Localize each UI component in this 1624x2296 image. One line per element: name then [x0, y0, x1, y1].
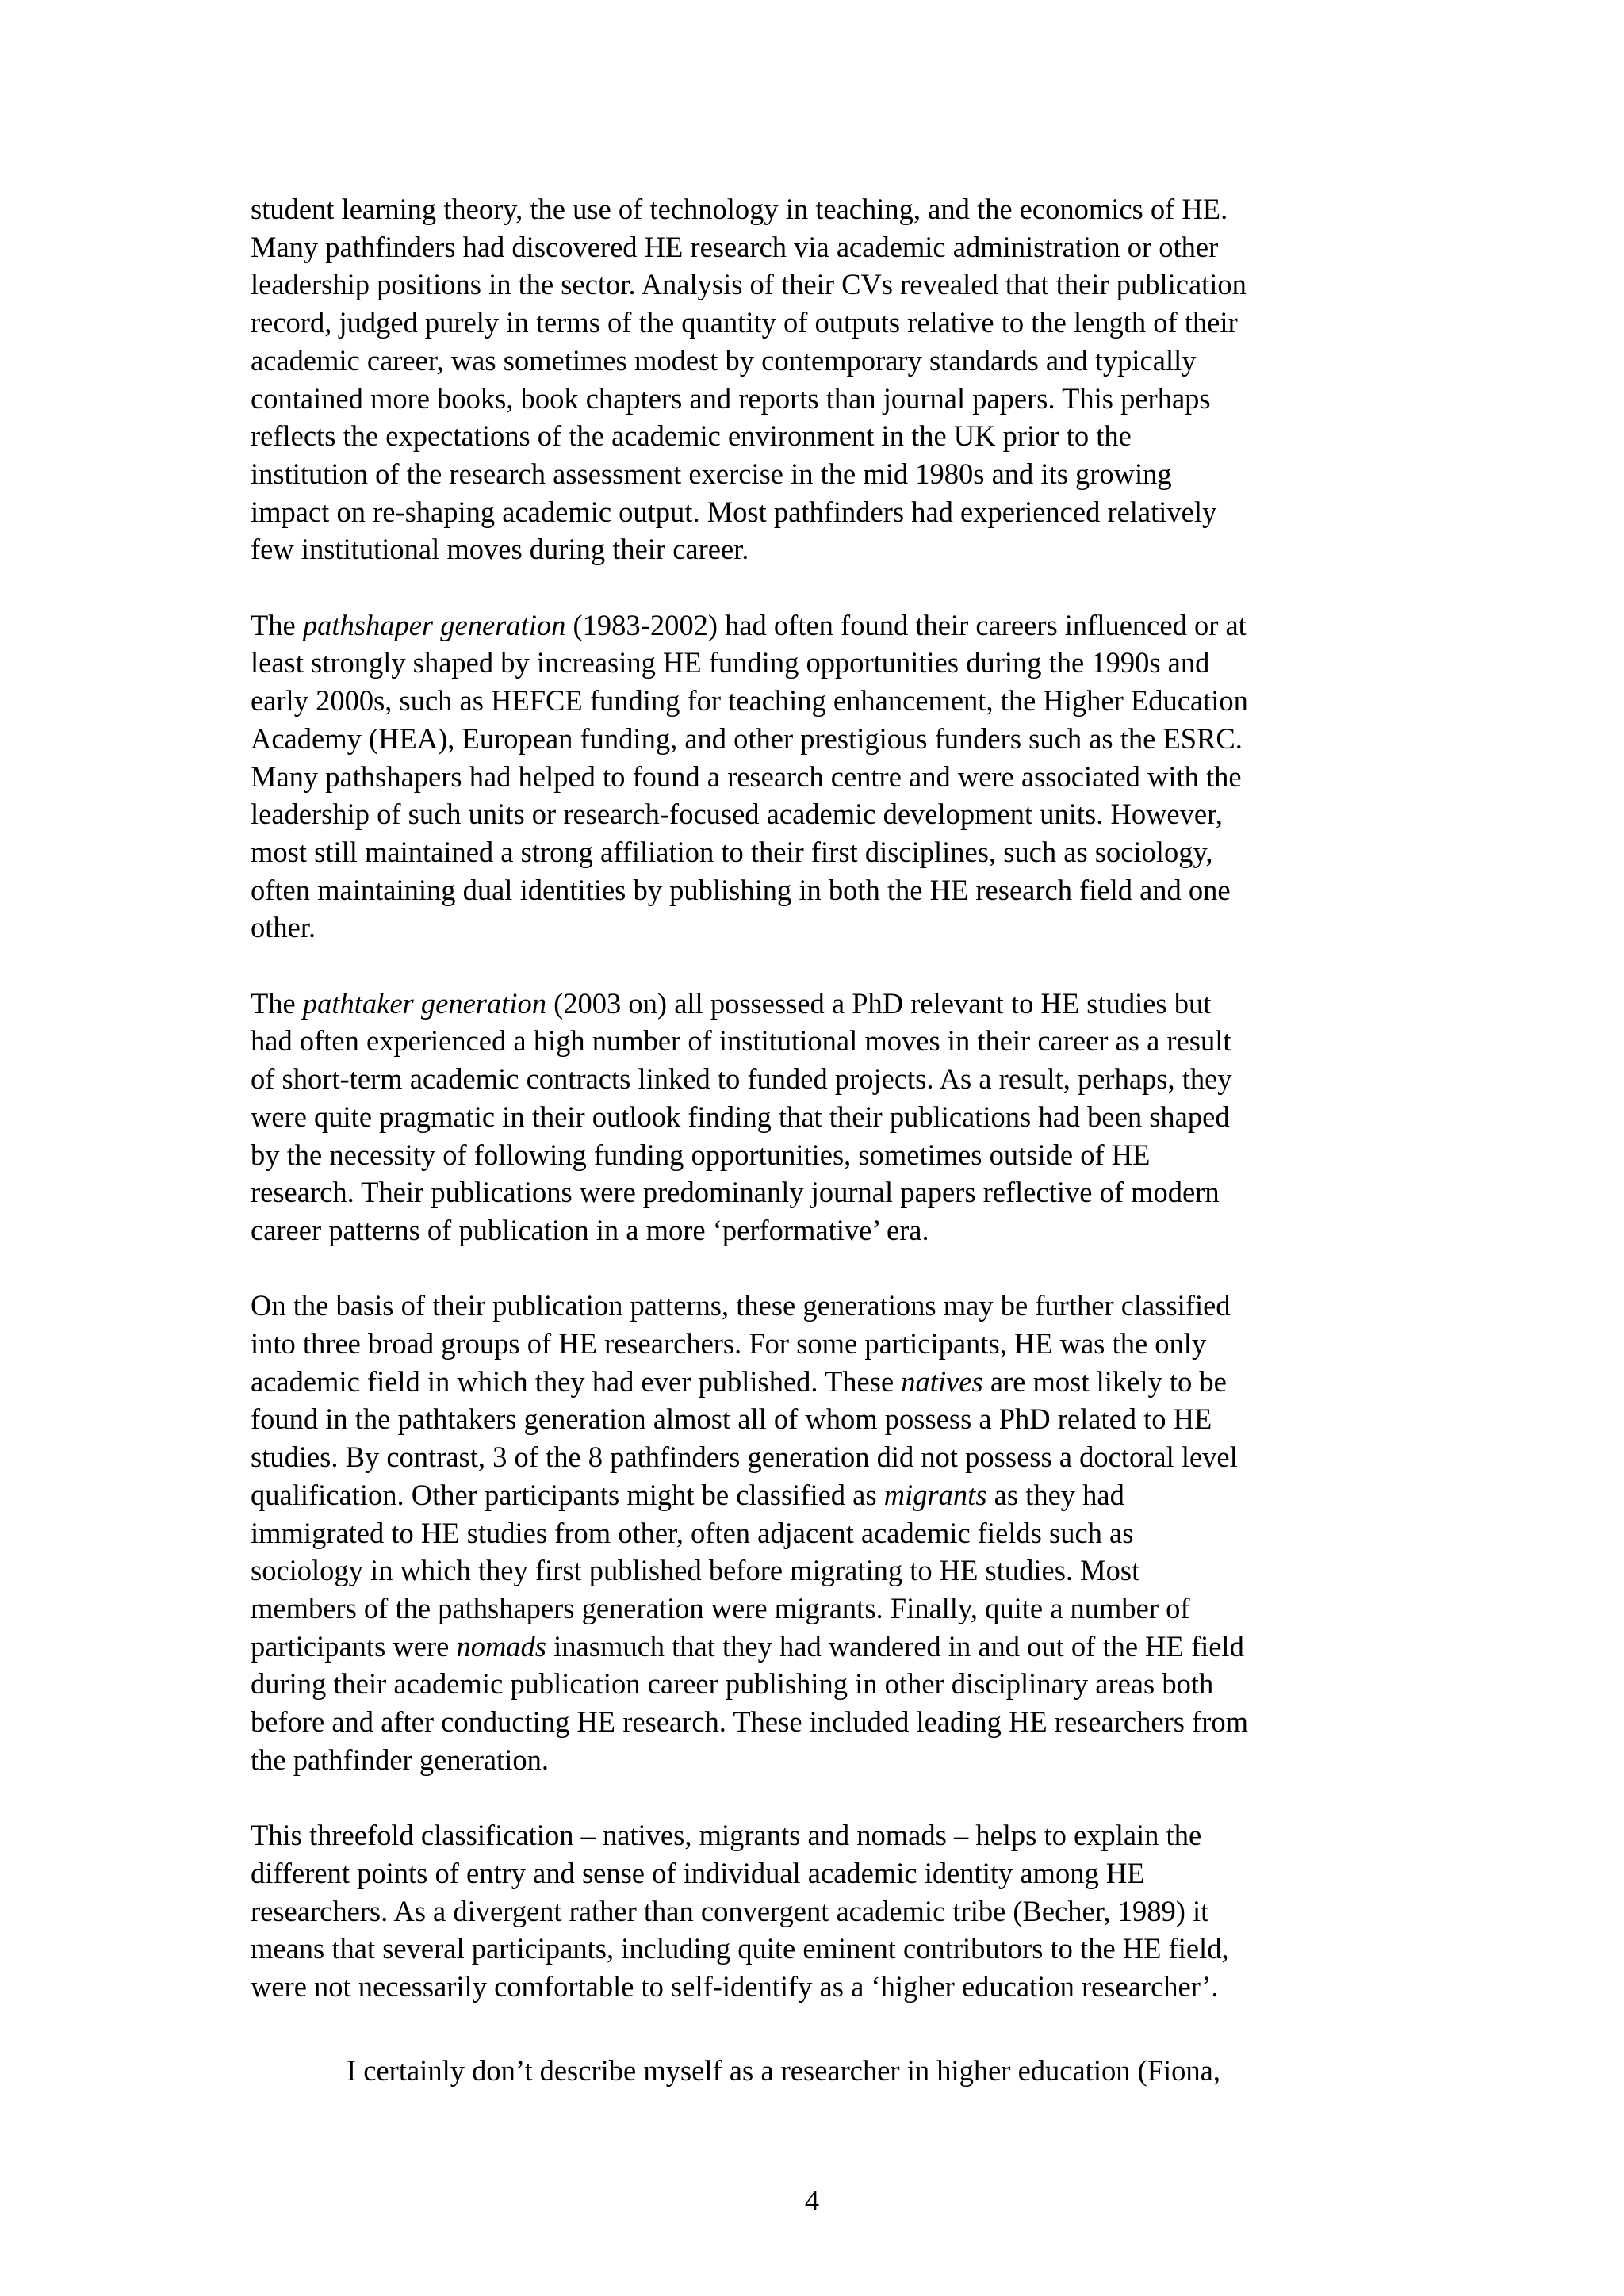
text-segment: as they had [986, 1478, 1124, 1511]
text-segment: least strongly shaped by increasing HE funding opportunities during the 1990s and [251, 646, 1210, 679]
text-segment: participants were [251, 1629, 457, 1663]
text-segment: found in the pathtakers generation almost all of whom possess a PhD related to HE [251, 1402, 1212, 1436]
text-line [251, 1136, 1408, 1174]
text-segment: qualification. Other participants might be classified as [251, 1478, 884, 1511]
body-text [251, 190, 1408, 2043]
italic-term: pathtaker generation [302, 986, 547, 1020]
text-line [251, 417, 1408, 455]
text-segment: The [251, 986, 303, 1020]
italic-term: nomads [456, 1629, 547, 1663]
text-line [251, 1211, 1408, 1249]
text-segment: The [251, 608, 303, 641]
text-segment: by the necessity of following funding opportunities, sometimes outside of HE [251, 1138, 1151, 1171]
text-line [251, 758, 1408, 796]
text-line [251, 1325, 1408, 1363]
text-line [251, 1665, 1408, 1703]
text-segment: academic career, was sometimes modest by contemporary standards and typically [251, 343, 1197, 377]
text-segment: were quite pragmatic in their outlook finding that their publications had been shaped [251, 1100, 1230, 1133]
text-segment: student learning theory, the use of technology in teaching, and the economics of HE. [251, 193, 1228, 225]
text-segment: career patterns of publication in a more ‘performative’ era. [251, 1213, 929, 1246]
text-line [251, 493, 1408, 531]
text-segment: are most likely to be [982, 1364, 1227, 1398]
text-segment: researchers. As a divergent rather than convergent academic tribe (Becher, 1989) it [251, 1894, 1209, 1927]
text-line [251, 190, 1408, 228]
text-line [251, 720, 1408, 758]
text-segment: the pathfinder generation. [251, 1743, 549, 1776]
text-line [251, 1703, 1408, 1741]
text-line [251, 1854, 1408, 1892]
text-line [251, 985, 1408, 1023]
text-line [251, 1476, 1408, 1514]
text-segment: into three broad groups of HE researchers. For some participants, HE was the only [251, 1327, 1207, 1360]
text-line [251, 1552, 1408, 1590]
text-segment: record, judged purely in terms of the quantity of outputs relative to the length of their [251, 306, 1238, 339]
text-segment: Academy (HEA), European funding, and other prestigious funders such as the ESRC. [251, 721, 1243, 755]
text-line [251, 380, 1408, 418]
text-line [251, 304, 1408, 342]
paragraph [251, 1287, 1408, 1778]
text-line [251, 795, 1408, 833]
text-segment: of short-term academic contracts linked to funded projects. As a result, perhaps, they [251, 1062, 1232, 1096]
text-segment: academic field in which they had ever published. These [251, 1364, 902, 1398]
italic-term: migrants [883, 1478, 987, 1511]
text-line [251, 266, 1408, 304]
text-line [251, 871, 1408, 909]
text-segment: institution of the research assessment exercise in the mid 1980s and its growing [251, 457, 1172, 490]
text-line [251, 530, 1408, 568]
page-number: 4 [804, 2184, 820, 2217]
text-line [251, 1590, 1408, 1628]
text-segment: (2003 on) all possessed a PhD relevant to HE studies but [546, 986, 1212, 1020]
text-line [251, 455, 1408, 493]
paragraph [251, 607, 1408, 947]
text-segment: contained more books, book chapters and reports than journal papers. This perhaps [251, 381, 1211, 415]
text-line [251, 342, 1408, 380]
text-segment: most still maintained a strong affiliation to their first disciplines, such as sociology, [251, 835, 1213, 868]
text-line [251, 909, 1408, 947]
text-segment: early 2000s, such as HEFCE funding for teaching enhancement, the Higher Education [251, 684, 1248, 718]
text-line [251, 228, 1408, 266]
text-segment: often maintaining dual identities by publishing in both the HE research field and one [251, 873, 1231, 906]
text-segment: members of the pathshapers generation were migrants. Finally, quite a number of [251, 1591, 1190, 1624]
text-line [251, 682, 1408, 720]
text-segment: immigrated to HE studies from other, often adjacent academic fields such as [251, 1516, 1134, 1549]
text-line [251, 1400, 1408, 1438]
italic-term: pathshaper generation [302, 608, 566, 641]
text-line [251, 644, 1408, 682]
text-segment: Many pathshapers had helped to found a research centre and were associated with the [251, 760, 1242, 793]
text-segment: sociology in which they first published before migrating to HE studies. Most [251, 1554, 1140, 1587]
text-line [251, 1628, 1408, 1666]
paragraph [251, 190, 1408, 568]
text-segment: other. [251, 911, 316, 944]
text-line [251, 1022, 1408, 1060]
text-line [251, 833, 1408, 871]
text-segment: research. Their publications were predominanly journal papers reflective of modern [251, 1176, 1220, 1209]
text-segment: were not necessarily comfortable to self-identify as a ‘higher education researcher’. [251, 1969, 1219, 2003]
text-line [251, 1098, 1408, 1136]
text-line [251, 1173, 1408, 1211]
italic-term: natives [901, 1364, 983, 1398]
text-line [251, 1060, 1408, 1098]
text-segment: (1983-2002) had often found their careers influenced or at [565, 608, 1247, 641]
text-line [251, 607, 1408, 645]
text-segment: leadership of such units or research-focused academic development units. However, [251, 798, 1223, 831]
text-segment: This threefold classification – natives, migrants and nomads – helps to explain the [251, 1819, 1202, 1852]
text-line [251, 1968, 1408, 2006]
text-segment: On the basis of their publication patterns, these generations may be further classified [251, 1289, 1231, 1322]
text-line [251, 1363, 1408, 1401]
text-segment: before and after conducting HE research. These included leading HE researchers from [251, 1705, 1249, 1739]
block-quote: I certainly don’t describe myself as a researcher in higher education (Fiona, [347, 2054, 1221, 2087]
text-line [251, 1816, 1408, 1854]
text-line [251, 1287, 1408, 1325]
text-line [251, 1514, 1408, 1552]
text-segment: studies. By contrast, 3 of the 8 pathfinders generation did not possess a doctoral level [251, 1441, 1238, 1474]
text-segment: different points of entry and sense of individual academic identity among HE [251, 1856, 1145, 1889]
text-segment: few institutional moves during their career. [251, 533, 749, 566]
text-line [251, 1438, 1408, 1476]
text-segment: reflects the expectations of the academic environment in the UK prior to the [251, 419, 1132, 453]
paragraph [251, 1816, 1408, 2006]
text-segment: had often experienced a high number of institutional moves in their career as a result [251, 1024, 1231, 1058]
text-segment: impact on re-shaping academic output. Most pathfinders had experienced relatively [251, 495, 1217, 528]
text-segment: during their academic publication career publishing in other disciplinary areas both [251, 1667, 1214, 1701]
paragraph [251, 985, 1408, 1249]
text-line [251, 1741, 1408, 1779]
text-line [251, 1892, 1408, 1931]
text-segment: means that several participants, including quite eminent contributors to the HE field, [251, 1932, 1229, 1965]
text-segment: leadership positions in the sector. Analysis of their CVs revealed that their publication [251, 268, 1247, 301]
text-segment: Many pathfinders had discovered HE research via academic administration or other [251, 230, 1219, 263]
text-line [251, 1930, 1408, 1968]
text-segment: inasmuch that they had wandered in and out of the HE field [546, 1629, 1244, 1663]
